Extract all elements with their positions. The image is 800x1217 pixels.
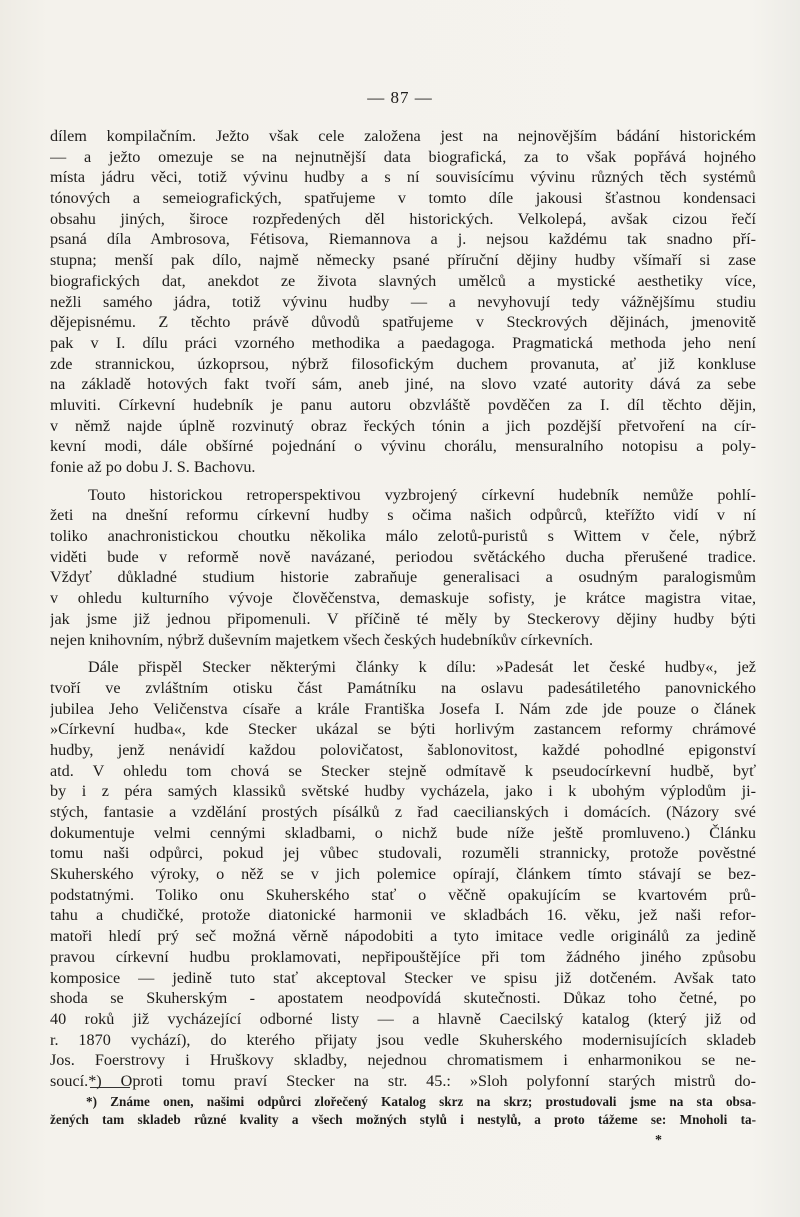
- text-line: Jos. Foerstrovy i Hruškovy skladby, nejednou chromatismem i enharmonikou se ne-: [50, 1051, 756, 1070]
- text-line: tónových a semeiografických, spatřujeme v tomto díle jakousi šťastnou kondensaci: [50, 189, 756, 208]
- text-line: pravou církevní hudbu proklamovati, nepřipouštějíce při tom žádného jiného způsobu: [50, 947, 756, 966]
- text-line: by i z péra samých klassiků světské hudby vycházela, jako i k ubohým výplodům ji-: [50, 782, 756, 801]
- paragraph-spacer: [50, 478, 756, 485]
- text-line: mluviti. Církevní hudebník je panu autoru obzvláště povděčen za I. díl těchto dějin,: [50, 395, 756, 414]
- text-line: tahu a chudičké, protože diatonické harmonii ve skladbách 16. věku, jež naši refor-: [50, 906, 756, 925]
- text-line: obsahu jiných, široce rozpředených děl historických. Velkolepá, avšak cizou řečí: [50, 209, 756, 228]
- text-line: hudby, jenž nenávidí každou polovičatost, šablonovitost, každé pohodlné epigonství: [50, 740, 756, 759]
- paragraph-3: [50, 657, 756, 1091]
- page-number: — 87 —: [367, 88, 433, 107]
- text-line: soucí.*) Oproti tomu praví Stecker na str. 45.: »Sloh polyfonní starých mistrů do-: [50, 1071, 756, 1090]
- text-line: fonie až po dobu J. S. Bachovu.: [50, 458, 256, 476]
- text-line: tvoří ve zvláštním otisku část Památníku na oslavu padesátiletého panovnického: [50, 678, 756, 697]
- text-line: jak jsme již jednou připomenuli. V příčině té měly by Steckerovy dějiny hudby býti: [50, 609, 756, 628]
- text-line: kevní modi, dále obšírné pojednání o vývinu chorálu, mensuralního notopisu a poly-: [50, 437, 756, 456]
- text-line: psaná díla Ambrosova, Fétisova, Riemannova a j. nejsou každému tak snadno pří-: [50, 230, 756, 249]
- text-line: biografických dat, anekdot ze života slavných umělců a mystické aesthetiky více,: [50, 271, 756, 290]
- text-line: v němž najde úplně rozvinutý obraz řeckých tónin a jich pozdější přetvoření na cír-: [50, 416, 756, 435]
- text-line: atd. V ohledu tom chová se Stecker stejně odmítavě k pseudocírkevní hudbě, byť: [50, 761, 756, 780]
- text-line: v ohledu kulturního vývoje člověčenstva, demaskuje sofisty, je krátce magistra vitae,: [50, 589, 756, 608]
- text-line: komposice — jedině tuto stať akceptoval Stecker ve spisu již dotčeném. Avšak tato: [50, 968, 756, 987]
- text-line: dějepisnému. Z těchto právě důvodů spatřujeme v Steckrových dějinách, jmenovitě: [50, 313, 756, 332]
- footnote-line: žených tam skladeb různé kvality a všech možných stylů i nestylů, a proto tážeme se: Mnoholi ta-: [50, 1112, 756, 1127]
- continuation-mark: *: [655, 1133, 662, 1148]
- body-text: [50, 126, 756, 1092]
- text-line: tomu naši odpůrci, pokud jej vůbec studovali, rozuměli strannicky, protože pověstné: [50, 844, 756, 863]
- text-line: shoda se Skuherským - apostatem neodpovídá skutečnosti. Důkaz toho četné, po: [50, 989, 756, 1008]
- text-line: 40 roků již vycházející odborné listy — a hlavně Caecilský katalog (který již od: [50, 1009, 756, 1028]
- footnote-rule: [90, 1087, 130, 1088]
- paragraph-2: [50, 485, 756, 651]
- text-line: viděti bude v reformě nově navázané, periodou světáckého ducha přerušené tradice.: [50, 547, 756, 566]
- text-line: podstatnými. Toliko onu Skuherského stať o věčně opakujícím se kvartovém prů-: [50, 885, 756, 904]
- text-line: »Církevní hudba«, kde Stecker ukázal se býti horlivým zastancem reformy chrámové: [50, 720, 756, 739]
- text-line: nežli samého jádra, totiž vývinu hudby — a nevyhovují tedy vážnějšímu studiu: [50, 292, 756, 311]
- text-line: Dále přispěl Stecker některými články k dílu: »Padesát let české hudby«, jež: [88, 658, 756, 677]
- text-line: Touto historickou retroperspektivou vyzbrojený církevní hudebník nemůže pohlí-: [88, 485, 756, 504]
- paragraph-1: [50, 126, 756, 478]
- text-line: nejen knihovním, nýbrž duševním majetkem všech českých hudebníkův církevních.: [50, 630, 594, 649]
- text-line: matoři hledí prý seč možná věrně nápodobiti a tyto imitace vedle originálů za jedině: [50, 927, 756, 946]
- text-line: pak v I. dílu práci vzorného methodika a paedagoga. Pragmatická methoda jeho není: [50, 333, 756, 352]
- text-line: žeti na dnešní reformu církevní hudby s očima našich odpůrců, kteřížto vidí v ní: [50, 506, 756, 525]
- text-line: jubilea Jeho Veličenstva císaře a krále Františka Josefa I. Nám zde jde pouze o článek: [50, 699, 756, 718]
- text-line: zde strannickou, úzkoprsou, nýbrž filosofickým duchem provanuta, ať již konkluse: [50, 354, 756, 373]
- text-line: toliko anachronistickou choutku několika málo zelotů-puristů s Wittem v čele, nýbrž: [50, 527, 756, 546]
- text-line: dílem kompilačním. Ježto však cele založena jest na nejnovějším bádání historickém: [50, 127, 756, 145]
- text-line: Skuherského výroky, o něž se v jich polemice opírají, článkem tímto stávají se bez-: [50, 865, 756, 884]
- text-line: — a ježto omezuje se na nejnutnější data biografická, za to však popřává hojného: [50, 147, 756, 166]
- text-line: na základě hotových fakt tvoří sám, aneb jiné, na slovo vzaté autority dává za sebe: [50, 375, 756, 394]
- paragraph-spacer: [50, 650, 756, 657]
- text-line: Vždyť důkladné studium historie zabraňuje generalisaci a osudným paralogismům: [50, 568, 756, 587]
- footnote-line: *) Známe onen, našimi odpůrci zlořečený Katalog skrz na skrz; prostudovali jsme na sta obsa-: [86, 1094, 756, 1109]
- text-line: stupna; menší pak dílo, najmě německy psané příruční dějiny hudby všímaří si zase: [50, 251, 756, 270]
- footnote: [50, 1093, 756, 1129]
- text-line: stých, fantasie a vzdělání prostých písálků z řad caecilianských i domácích. (Názory své: [50, 803, 756, 821]
- text-line: místa jádru věci, totiž vývinu hudby a s ní souvisícímu vývinu různých těch systémů: [50, 168, 756, 187]
- text-line: r. 1870 vychází), do kterého přijaty jsou vedle Skuherského modernisujících skladeb: [50, 1030, 756, 1049]
- text-line: dokumentuje velmi cennými skladbami, o nichž bude níže ještě promluveno.) Článku: [50, 823, 756, 842]
